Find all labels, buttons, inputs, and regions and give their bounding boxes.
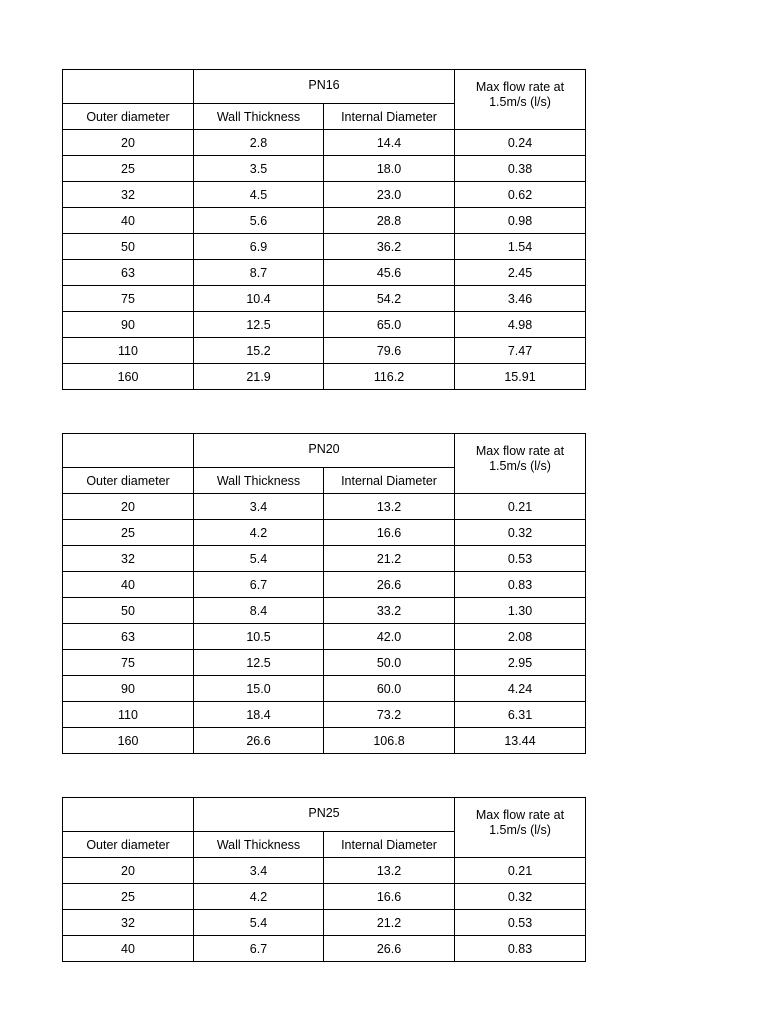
outer-diameter-cell: 32 (63, 910, 194, 936)
table-row (63, 676, 586, 702)
max-flow-rate-cell: 0.83 (455, 572, 586, 598)
max-flow-rate-header-line2: 1.5m/s (l/s) (489, 459, 551, 473)
table-row (63, 338, 586, 364)
wall-thickness-cell: 12.5 (194, 650, 324, 676)
max-flow-rate-cell: 0.53 (455, 546, 586, 572)
internal-diameter-header: Internal Diameter (324, 104, 455, 130)
max-flow-rate-cell: 4.98 (455, 312, 586, 338)
internal-diameter-cell: 14.4 (324, 130, 455, 156)
table-row (63, 884, 586, 910)
internal-diameter-cell: 23.0 (324, 182, 455, 208)
internal-diameter-cell: 26.6 (324, 936, 455, 962)
max-flow-rate-cell: 0.24 (455, 130, 586, 156)
max-flow-rate-cell: 2.95 (455, 650, 586, 676)
internal-diameter-cell: 21.2 (324, 546, 455, 572)
wall-thickness-cell: 18.4 (194, 702, 324, 728)
header-blank-cell (63, 70, 194, 104)
wall-thickness-cell: 4.2 (194, 520, 324, 546)
max-flow-rate-cell: 7.47 (455, 338, 586, 364)
max-flow-rate-cell: 0.83 (455, 936, 586, 962)
table-row (63, 858, 586, 884)
outer-diameter-cell: 25 (63, 884, 194, 910)
wall-thickness-cell: 8.7 (194, 260, 324, 286)
outer-diameter-cell: 20 (63, 130, 194, 156)
max-flow-rate-cell: 0.32 (455, 884, 586, 910)
wall-thickness-cell: 3.5 (194, 156, 324, 182)
table-row (63, 520, 586, 546)
outer-diameter-cell: 20 (63, 858, 194, 884)
max-flow-rate-cell: 1.30 (455, 598, 586, 624)
header-blank-cell (63, 798, 194, 832)
internal-diameter-cell: 36.2 (324, 234, 455, 260)
outer-diameter-cell: 32 (63, 546, 194, 572)
max-flow-rate-cell: 0.98 (455, 208, 586, 234)
wall-thickness-cell: 2.8 (194, 130, 324, 156)
internal-diameter-cell: 26.6 (324, 572, 455, 598)
wall-thickness-cell: 15.2 (194, 338, 324, 364)
outer-diameter-cell: 63 (63, 260, 194, 286)
max-flow-rate-header-line1: Max flow rate at (475, 80, 565, 94)
wall-thickness-cell: 5.4 (194, 546, 324, 572)
outer-diameter-header: Outer diameter (63, 104, 194, 130)
max-flow-rate-cell: 0.62 (455, 182, 586, 208)
internal-diameter-cell: 13.2 (324, 858, 455, 884)
wall-thickness-cell: 6.7 (194, 572, 324, 598)
internal-diameter-cell: 45.6 (324, 260, 455, 286)
pressure-class-header: PN16 (194, 70, 455, 104)
internal-diameter-cell: 65.0 (324, 312, 455, 338)
outer-diameter-cell: 40 (63, 572, 194, 598)
wall-thickness-cell: 10.5 (194, 624, 324, 650)
max-flow-rate-cell: 0.38 (455, 156, 586, 182)
wall-thickness-cell: 6.7 (194, 936, 324, 962)
max-flow-rate-cell: 3.46 (455, 286, 586, 312)
internal-diameter-cell: 16.6 (324, 884, 455, 910)
table-row (63, 728, 586, 754)
max-flow-rate-header (455, 434, 586, 494)
outer-diameter-header: Outer diameter (63, 832, 194, 858)
table-row (63, 598, 586, 624)
max-flow-rate-cell: 0.53 (455, 910, 586, 936)
wall-thickness-cell: 12.5 (194, 312, 324, 338)
outer-diameter-cell: 50 (63, 234, 194, 260)
outer-diameter-cell: 160 (63, 364, 194, 390)
max-flow-rate-cell: 6.31 (455, 702, 586, 728)
internal-diameter-cell: 42.0 (324, 624, 455, 650)
wall-thickness-cell: 21.9 (194, 364, 324, 390)
outer-diameter-header: Outer diameter (63, 468, 194, 494)
table-header-row (63, 434, 586, 468)
outer-diameter-cell: 160 (63, 728, 194, 754)
table-header-row (63, 70, 586, 104)
outer-diameter-cell: 110 (63, 702, 194, 728)
wall-thickness-header: Wall Thickness (194, 468, 324, 494)
outer-diameter-cell: 110 (63, 338, 194, 364)
internal-diameter-cell: 79.6 (324, 338, 455, 364)
internal-diameter-cell: 73.2 (324, 702, 455, 728)
wall-thickness-cell: 3.4 (194, 858, 324, 884)
wall-thickness-cell: 10.4 (194, 286, 324, 312)
internal-diameter-cell: 28.8 (324, 208, 455, 234)
internal-diameter-cell: 50.0 (324, 650, 455, 676)
outer-diameter-cell: 25 (63, 156, 194, 182)
max-flow-rate-header-line1: Max flow rate at (475, 444, 565, 458)
max-flow-rate-cell: 0.32 (455, 520, 586, 546)
table-row (63, 494, 586, 520)
internal-diameter-cell: 13.2 (324, 494, 455, 520)
table-header-row (63, 798, 586, 832)
table-row (63, 130, 586, 156)
max-flow-rate-cell: 2.45 (455, 260, 586, 286)
internal-diameter-cell: 60.0 (324, 676, 455, 702)
outer-diameter-cell: 75 (63, 286, 194, 312)
wall-thickness-cell: 4.2 (194, 884, 324, 910)
max-flow-rate-cell: 1.54 (455, 234, 586, 260)
internal-diameter-cell: 33.2 (324, 598, 455, 624)
internal-diameter-cell: 16.6 (324, 520, 455, 546)
wall-thickness-cell: 4.5 (194, 182, 324, 208)
table-row (63, 286, 586, 312)
table-row (63, 546, 586, 572)
wall-thickness-header: Wall Thickness (194, 104, 324, 130)
wall-thickness-cell: 26.6 (194, 728, 324, 754)
outer-diameter-cell: 40 (63, 208, 194, 234)
table-row (63, 572, 586, 598)
max-flow-rate-cell: 4.24 (455, 676, 586, 702)
max-flow-rate-header (455, 798, 586, 858)
outer-diameter-cell: 50 (63, 598, 194, 624)
max-flow-rate-header-line2: 1.5m/s (l/s) (489, 95, 551, 109)
outer-diameter-cell: 40 (63, 936, 194, 962)
wall-thickness-cell: 15.0 (194, 676, 324, 702)
outer-diameter-cell: 32 (63, 182, 194, 208)
internal-diameter-cell: 54.2 (324, 286, 455, 312)
internal-diameter-header: Internal Diameter (324, 468, 455, 494)
wall-thickness-cell: 3.4 (194, 494, 324, 520)
table-row (63, 234, 586, 260)
outer-diameter-cell: 90 (63, 312, 194, 338)
pipe-spec-table-pn25 (62, 797, 586, 962)
pipe-spec-table-pn20 (62, 433, 586, 754)
max-flow-rate-cell: 15.91 (455, 364, 586, 390)
table-row (63, 208, 586, 234)
outer-diameter-cell: 75 (63, 650, 194, 676)
table-row (63, 910, 586, 936)
pressure-class-header: PN20 (194, 434, 455, 468)
table-row (63, 156, 586, 182)
max-flow-rate-header-line1: Max flow rate at (475, 808, 565, 822)
pressure-class-header: PN25 (194, 798, 455, 832)
max-flow-rate-header (455, 70, 586, 130)
table-row (63, 702, 586, 728)
internal-diameter-cell: 21.2 (324, 910, 455, 936)
table-row (63, 650, 586, 676)
pipe-spec-table-pn16 (62, 69, 586, 390)
outer-diameter-cell: 25 (63, 520, 194, 546)
table-row (63, 364, 586, 390)
table-row (63, 182, 586, 208)
wall-thickness-header: Wall Thickness (194, 832, 324, 858)
internal-diameter-cell: 116.2 (324, 364, 455, 390)
internal-diameter-header: Internal Diameter (324, 832, 455, 858)
wall-thickness-cell: 6.9 (194, 234, 324, 260)
header-blank-cell (63, 434, 194, 468)
max-flow-rate-cell: 0.21 (455, 858, 586, 884)
outer-diameter-cell: 63 (63, 624, 194, 650)
wall-thickness-cell: 8.4 (194, 598, 324, 624)
wall-thickness-cell: 5.6 (194, 208, 324, 234)
internal-diameter-cell: 18.0 (324, 156, 455, 182)
outer-diameter-cell: 90 (63, 676, 194, 702)
max-flow-rate-header-line2: 1.5m/s (l/s) (489, 823, 551, 837)
table-row (63, 312, 586, 338)
max-flow-rate-cell: 0.21 (455, 494, 586, 520)
wall-thickness-cell: 5.4 (194, 910, 324, 936)
outer-diameter-cell: 20 (63, 494, 194, 520)
table-row (63, 260, 586, 286)
table-row (63, 936, 586, 962)
max-flow-rate-cell: 2.08 (455, 624, 586, 650)
max-flow-rate-cell: 13.44 (455, 728, 586, 754)
internal-diameter-cell: 106.8 (324, 728, 455, 754)
table-row (63, 624, 586, 650)
